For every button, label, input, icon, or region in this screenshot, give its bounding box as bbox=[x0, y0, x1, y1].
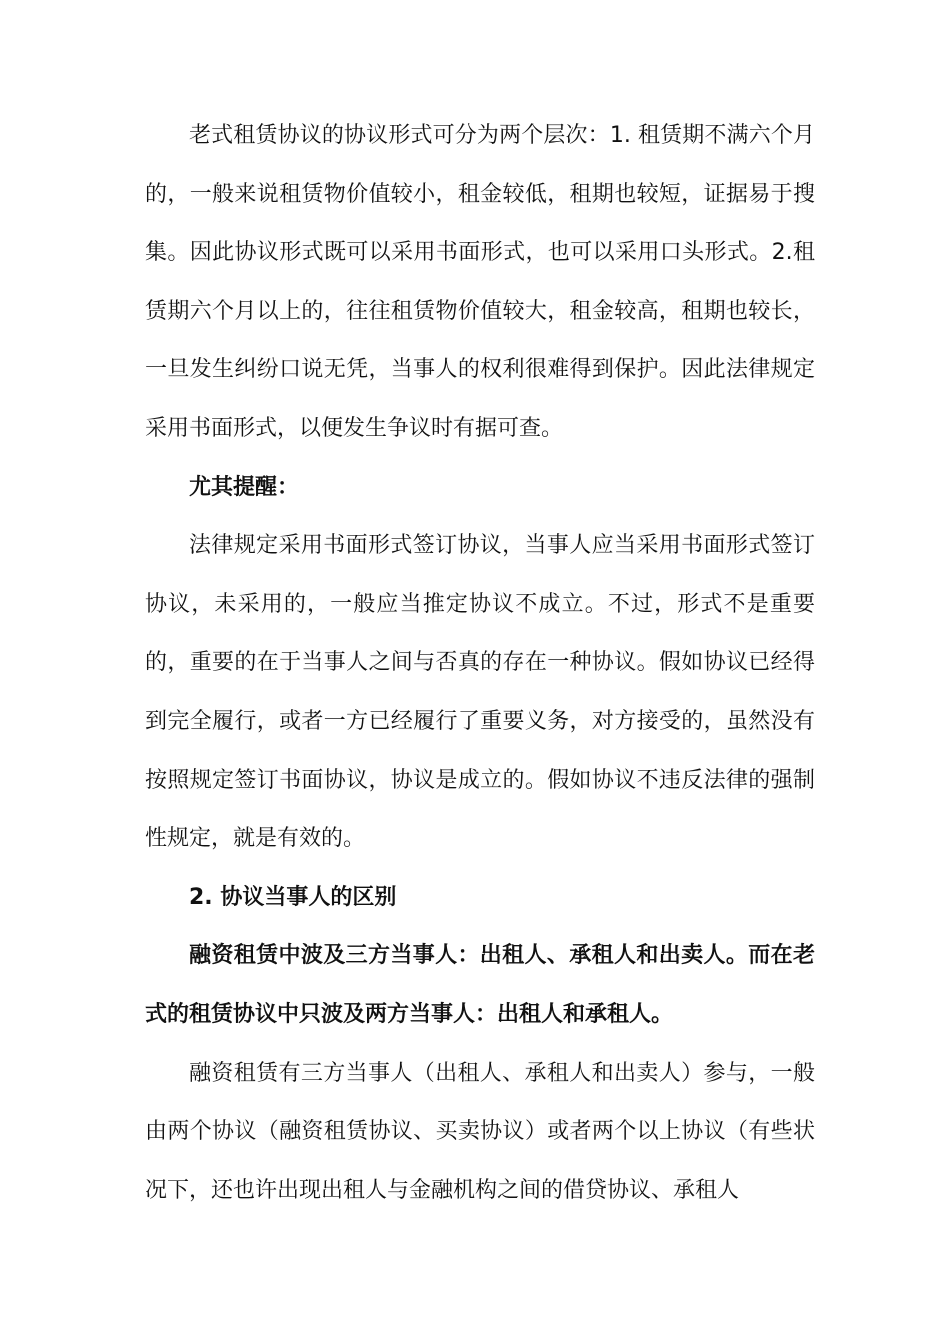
paragraph-lease-form-levels: 老式租赁协议的协议形式可分为两个层次：1. 租赁期不满六个月的，一般来说租赁物价值较小，租金较低，租期也较短，证据易于搜集。因此协议形式既可以采用书面形式，也可以采用口头形式。2.租赁期六个月以上的，往往租赁物价值较大，租金较高，租期也较长，一旦发生纠纷口说无凭，当事人的权利很难得到保护。因此法律规定采用书面形式，以便发生争议时有据可查。 bbox=[145, 123, 815, 441]
paragraph-three-parties-detail: 融资租赁有三方当事人（出租人、承租人和出卖人）参与，一般由两个协议（融资租赁协议、买卖协议）或者两个以上协议（有些状况下，还也许出现出租人与金融机构之间的借贷协议、承租人 bbox=[145, 1060, 815, 1203]
document-body bbox=[145, 107, 815, 1220]
section-heading-parties-difference: 2. 协议当事人的区别 bbox=[189, 884, 397, 910]
paragraph-special-reminder-heading: 尤其提醒： bbox=[189, 474, 300, 500]
paragraph-parties-summary: 融资租赁中波及三方当事人：出租人、承租人和出卖人。而在老式的租赁协议中只波及两方当事人：出租人和承租人。 bbox=[145, 943, 815, 1027]
paragraph-written-form-reminder: 法律规定采用书面形式签订协议，当事人应当采用书面形式签订协议，未采用的，一般应当推定协议不成立。不过，形式不是重要的，重要的在于当事人之间与否真的存在一种协议。假如协议已经得到完全履行，或者一方已经履行了重要义务，对方接受的，虽然没有按照规定签订书面协议，协议是成立的。假如协议不违反法律的强制性规定，就是有效的。 bbox=[145, 533, 815, 852]
